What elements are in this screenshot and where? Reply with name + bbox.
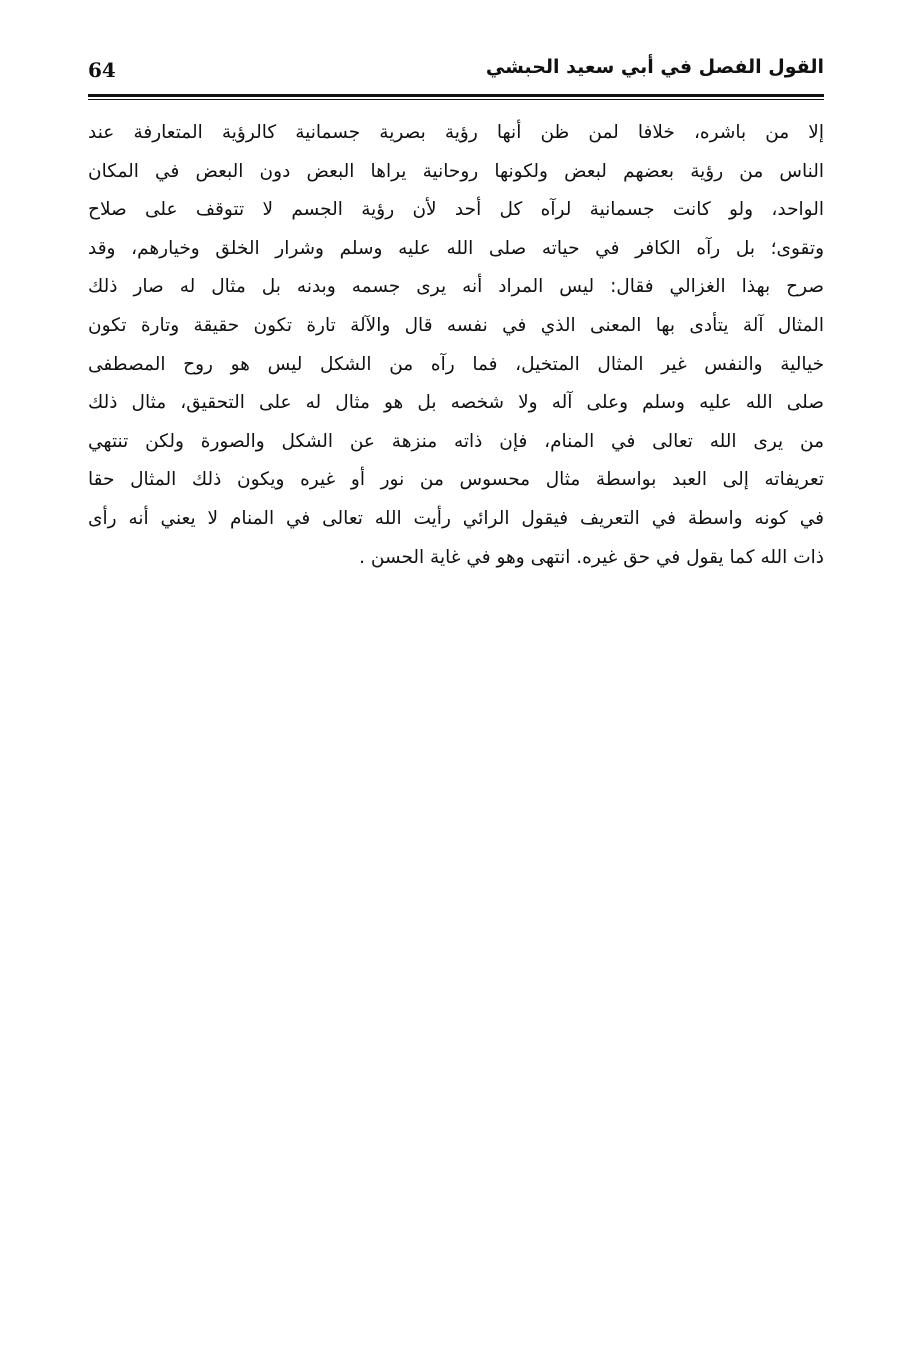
text-line: إلا من باشره، خلافا لمن ظن أنها رؤية بصرية جسمانية كالرؤية المتعارفة عند: [88, 122, 824, 143]
text-line: المثال آلة يتأدى بها المعنى الذي في نفسه قال والآلة تارة تكون حقيقة وتارة تكون: [88, 314, 824, 336]
header-rule-thin: [88, 99, 824, 100]
running-title: القول الفصل في أبي سعيد الحبشي: [485, 56, 824, 78]
text-line: ذات الله كما يقول في حق غيره. انتهى وهو في غاية الحسن .: [359, 546, 824, 568]
text-line: الناس من رؤية بعضهم لبعض ولكونها روحانية يراها البعض دون البعض في المكان: [88, 160, 824, 182]
text-line: صرح بهذا الغزالي فقال: ليس المراد أنه يرى جسمه وبدنه بل مثال له صار ذلك: [88, 276, 824, 298]
header-rule-thick: [88, 94, 824, 97]
text-line: وتقوى؛ بل رآه الكافر في حياته صلى الله عليه وسلم وشرار الخلق وخيارهم، وقد: [88, 237, 824, 259]
body-text: [88, 114, 824, 577]
text-line: من يرى الله تعالى في المنام، فإن ذاته منزهة عن الشكل والصورة ولكن تنتهي: [88, 430, 824, 452]
text-line: في كونه واسطة في التعريف فيقول الرائي رأيت الله تعالى في المنام لا يعني أنه رأى: [88, 507, 824, 529]
text-line: تعريفاته إلى العبد بواسطة مثال محسوس من نور أو غيره ويكون ذلك المثال حقا: [88, 469, 824, 491]
page-number: 64: [88, 58, 116, 82]
text-line: الواحد، ولو كانت جسمانية لرآه كل أحد لأن رؤية الجسم لا تتوقف على صلاح: [88, 199, 824, 221]
running-header: [88, 52, 824, 92]
text-line: صلى الله عليه وسلم وعلى آله ولا شخصه بل هو مثال له على التحقيق، مثال ذلك: [88, 392, 824, 414]
text-line: خيالية والنفس غير المثال المتخيل، فما رآه من الشكل ليس هو روح المصطفى: [88, 353, 824, 375]
